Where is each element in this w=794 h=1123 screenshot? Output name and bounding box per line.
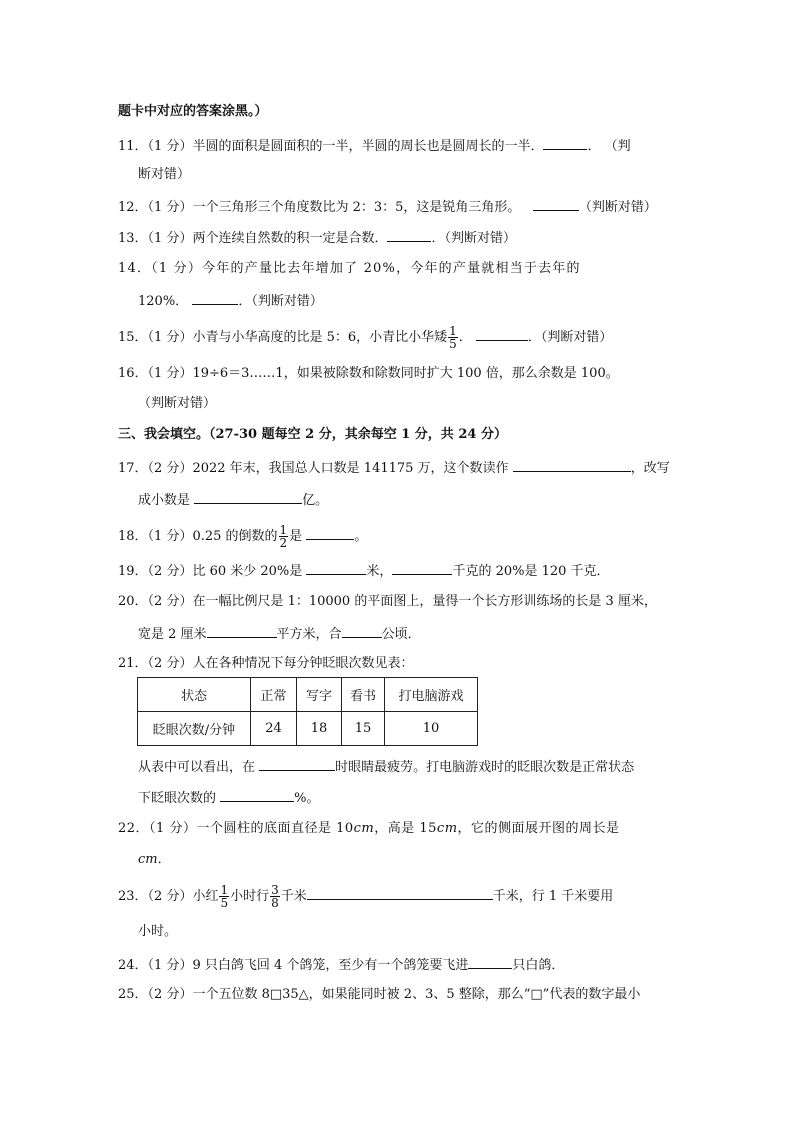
question-20: 20．（2 分）在一幅比例尺是 1：10000 的平面图上，量得一个长方形训练场的长是 3 厘米， [118,594,657,609]
question-13: 13．（1 分）两个连续自然数的积一定是合数． ．（判断对错） [118,228,516,246]
header-line: 题卡中对应的答案涂黑。） [118,104,268,119]
question-17: 17．（2 分）2022 年末，我国总人口数是 141175 万，这个数读作 ，改写 [118,458,670,476]
section-title: 三、我会填空。（27-30 题每空 2 分，其余每空 1 分，共 24 分） [118,427,507,442]
table-header: 写字 [297,678,342,712]
question-23: 23．（2 分）小红 $\frac{1}{5}$ 小时行 $\frac{3}{8}$ 千米 千米，行 1 千米要用 [118,883,614,910]
table-cell: 18 [297,712,342,746]
table-header: 状态 [138,678,251,712]
answer-blank[interactable] [468,955,512,969]
blink-rate-table [137,677,478,746]
question-20-cont: 宽是 2 厘米 平方米，合 公顷． [138,624,421,642]
fraction: $\frac{1}{5}$ [449,324,457,351]
answer-blank[interactable] [220,788,294,802]
answer-blank[interactable] [342,624,382,638]
table-row [138,712,478,746]
table-cell: 10 [385,712,478,746]
question-25: 25．（2 分）一个五位数 8□35△，如果能同时被 2、3、5 整除，那么“□”代表的数字最小 [118,987,641,1002]
question-22-cont: cm． [138,852,171,867]
table-header: 打电脑游戏 [385,678,478,712]
table-header-row [138,678,478,712]
fraction: $\frac{3}{8}$ [271,883,279,910]
answer-blank[interactable] [306,561,366,575]
question-19: 19．（2 分）比 60 米少 20%是 米， 千克的 20%是 120 千克． [118,561,610,579]
table-cell: 眨眼次数/分钟 [138,712,251,746]
table-cell: 24 [251,712,297,746]
answer-blank[interactable] [307,886,493,900]
answer-blank[interactable] [392,561,452,575]
question-24: 24．（1 分）9 只白鸽飞回 4 个鸽笼，至少有一个鸽笼要飞进 只白鸽． [118,955,564,973]
question-14: 14．（1 分）今年的产量比去年增加了 20%，今年的产量就相当于去年的 [118,261,581,276]
question-11: 11．（1 分）半圆的面积是圆面积的一半，半圆的周长也是圆周长的一半． ． （判 [118,136,631,154]
fraction: $\frac{1}{5}$ [220,883,229,910]
question-12: 12．（1 分）一个三角形三个角度数比为 2：3：5，这是锐角三角形。 （判断对错） [118,197,657,215]
question-17-cont: 成小数是 亿。 [138,490,328,508]
answer-blank[interactable] [259,757,335,771]
answer-blank[interactable] [306,526,354,540]
question-21-cont: 从表中可以看出，在 时眼睛最疲劳。打电脑游戏时的眨眼次数是正常状态 [138,757,634,775]
question-15: 15．（1 分）小青与小华高度的比是 5：6，小青比小华矮 $\frac{1}{5}$ ． ．（判断对错） [118,324,613,351]
question-16: 16．（1 分）19÷6＝3……1，如果被除数和除数同时扩大 100 倍，那么余数是 100。 [118,366,619,381]
question-21: 21．（2 分）人在各种情况下每分钟眨眼次数见表： [118,656,414,671]
fraction: $\frac{1}{2}$ [279,523,288,550]
answer-blank[interactable] [476,327,528,341]
answer-blank[interactable] [192,291,238,305]
table-header: 正常 [251,678,297,712]
question-22: 22．（1 分）一个圆柱的底面直径是 10cm，高是 15cm，它的侧面展开图的周长是 [118,821,620,836]
answer-blank[interactable] [194,490,302,504]
question-18: 18．（1 分）0.25 的倒数的 $\frac{1}{2}$ 是 。 [118,523,368,550]
answer-blank[interactable] [513,458,631,472]
question-21-cont2: 下眨眼次数的 %。 [138,788,320,806]
question-14-cont: 120%． ．（判断对错） [138,291,323,309]
question-16-cont: （判断对错） [138,396,217,411]
table-cell: 15 [342,712,385,746]
answer-blank[interactable] [387,228,431,242]
answer-blank[interactable] [207,624,277,638]
answer-blank[interactable] [543,136,587,150]
question-23-cont: 小时。 [138,924,178,939]
question-11-cont: 断对错） [138,167,191,182]
answer-blank[interactable] [533,197,579,211]
table-header: 看书 [342,678,385,712]
